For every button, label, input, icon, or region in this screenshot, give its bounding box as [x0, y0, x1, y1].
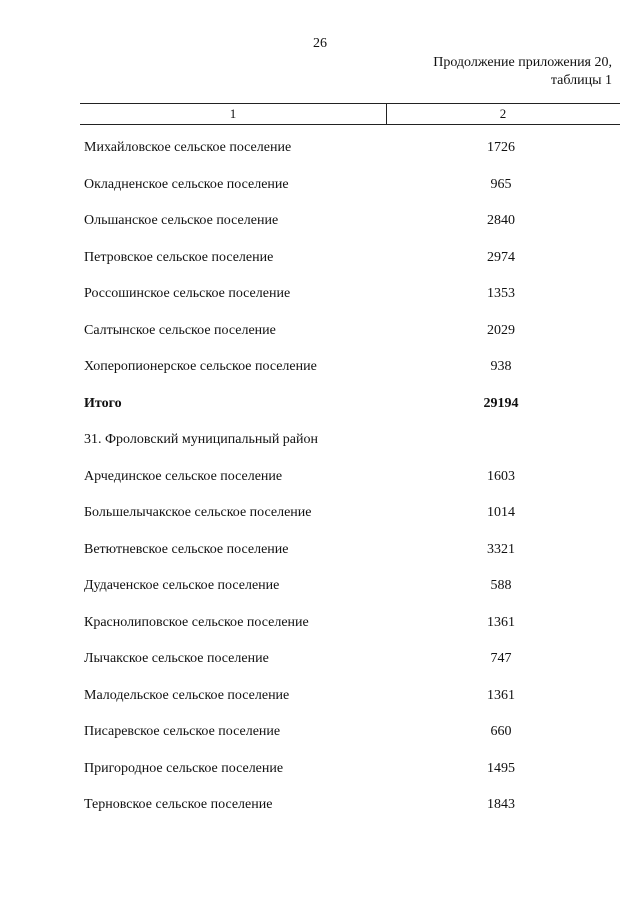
- settlement-value: 1495: [487, 760, 515, 776]
- settlement-value: 29194: [483, 395, 519, 411]
- table-row: [0, 213, 640, 233]
- settlement-name: Ольшанское сельское поселение: [84, 213, 279, 228]
- settlement-value: 747: [490, 651, 512, 666]
- settlement-name: Малодельское сельское поселение: [84, 687, 290, 703]
- table-row: [0, 688, 640, 708]
- settlement-value: 1361: [487, 687, 515, 703]
- settlement-value: 1603: [487, 468, 515, 484]
- continuation-note: [433, 54, 612, 90]
- table-row: [0, 323, 640, 343]
- table-row: [0, 432, 640, 452]
- settlement-value: 588: [490, 578, 512, 593]
- page-number: 26: [313, 36, 327, 51]
- column-header-2: 2: [499, 106, 507, 121]
- table-row: [0, 359, 640, 379]
- table-row: [0, 286, 640, 306]
- settlement-name: Россошинское сельское поселение: [84, 286, 291, 301]
- settlement-name: Дудаченское сельское поселение: [84, 578, 280, 593]
- continuation-line-2: таблицы 1: [550, 73, 612, 88]
- settlement-name: Краснолиповское сельское поселение: [84, 614, 309, 630]
- table-row: [0, 724, 640, 744]
- settlement-name: Хоперопионерское сельское поселение: [84, 359, 317, 374]
- settlement-value: 938: [490, 359, 512, 374]
- table-row: [0, 578, 640, 598]
- settlement-name: 31. Фроловский муниципальный район: [84, 432, 319, 447]
- table-row: [0, 797, 640, 817]
- settlement-name: Арчединское сельское поселение: [84, 468, 283, 484]
- settlement-name: Терновское сельское поселение: [84, 797, 273, 812]
- settlement-name: Итого: [84, 395, 122, 411]
- table-row: [0, 505, 640, 525]
- settlement-value: 660: [490, 724, 512, 739]
- settlement-value: 1361: [487, 614, 515, 630]
- settlement-name: Салтынское сельское поселение: [84, 322, 276, 338]
- settlement-value: 1014: [487, 505, 515, 520]
- continuation-line-1: Продолжение приложения 20,: [433, 55, 612, 70]
- table-row: [0, 469, 640, 489]
- settlement-name: Лычакское сельское поселение: [84, 651, 269, 666]
- table-row: [0, 651, 640, 671]
- table-row: [0, 542, 640, 562]
- table-row: [0, 140, 640, 160]
- table-row: [0, 396, 640, 416]
- settlement-name: Петровское сельское поселение: [84, 249, 274, 265]
- settlement-name: Писаревское сельское поселение: [84, 724, 281, 739]
- settlement-value: 3321: [487, 541, 515, 557]
- settlement-name: Михайловское сельское поселение: [84, 140, 292, 155]
- table-row: [0, 177, 640, 197]
- table-row: [0, 250, 640, 270]
- table-header-rule: [80, 124, 620, 125]
- settlement-value: 2840: [487, 213, 515, 228]
- settlement-value: 1353: [487, 286, 515, 301]
- table-row: [0, 761, 640, 781]
- settlement-name: Окладненское сельское поселение: [84, 176, 289, 192]
- settlement-value: 1843: [487, 797, 515, 812]
- settlement-name: Пригородное сельское поселение: [84, 760, 284, 776]
- table-top-rule: [80, 103, 620, 104]
- settlement-value: 1726: [487, 140, 515, 155]
- settlement-value: 2029: [487, 322, 515, 338]
- settlement-value: 965: [490, 176, 512, 192]
- column-header-1: 1: [229, 106, 237, 121]
- settlement-name: Большелычакское сельское поселение: [84, 505, 312, 520]
- settlement-value: 2974: [487, 249, 515, 265]
- settlement-name: Ветютневское сельское поселение: [84, 541, 289, 557]
- table-row: [0, 615, 640, 635]
